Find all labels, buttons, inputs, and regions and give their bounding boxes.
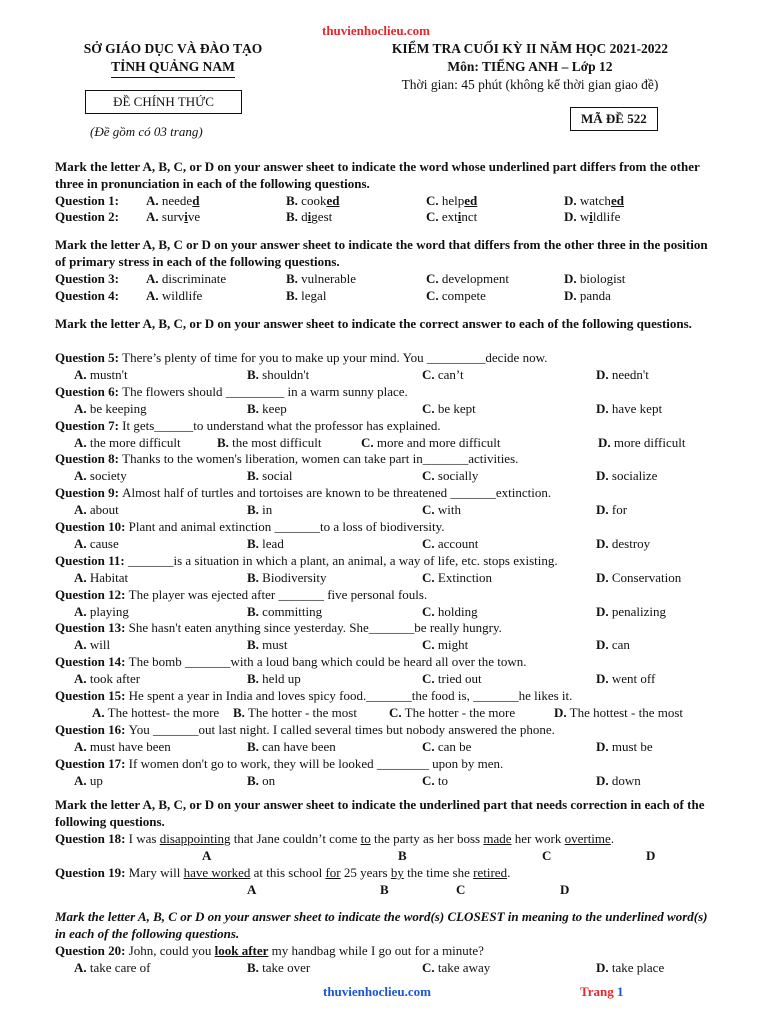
question-7 (55, 418, 750, 435)
question-label: Question 2: (55, 209, 119, 224)
section-instruction-stress: Mark the letter A, B, C or D on your answer sheet to indicate the word that differs from the other three in the position of primary stress in each of the following questions. (55, 237, 708, 269)
question-label: Question 10: (55, 519, 129, 534)
option-a: A. society (74, 468, 127, 484)
site-watermark-bottom: thuvienhoclieu.com (323, 984, 431, 999)
option-b: B. shouldn't (247, 367, 310, 382)
option-c: C. The hotter - the more (389, 705, 516, 720)
option-d: D. destroy (596, 536, 651, 551)
exam-info-block (320, 40, 740, 94)
option-b: B. social (247, 468, 293, 484)
question-text: Plant and animal extinction _______to a loss of biodiversity. (128, 519, 445, 534)
option-a: A. mustn't (74, 367, 128, 382)
option-b: B. Biodiversity (247, 569, 327, 585)
question-text: It gets______to understand what the professor has explained. (122, 417, 441, 433)
exam-title: KIỂM TRA CUỐI KỲ II NĂM HỌC 2021-2022 (391, 41, 669, 56)
question-13 (55, 620, 750, 637)
exam-subject: Môn: TIẾNG ANH – Lớp 12 (447, 59, 613, 74)
option-c: C. can be (422, 738, 472, 754)
question-text: _______is a situation in which a plant, an animal, a way of life, etc. stops existing. (127, 552, 558, 568)
question-text: The player was ejected after _______ five personal fouls. (128, 586, 428, 602)
question-8 (55, 451, 750, 468)
option-c: C. Extinction (422, 569, 493, 585)
question-label: Question 16: (55, 721, 129, 737)
question-text: Almost half of turtles and tortoises are known to be threatened _______extinction. (122, 485, 552, 501)
option-a: A. be keeping (74, 400, 147, 416)
question-label: Question 12: (55, 586, 129, 602)
option-d: D. more difficult (598, 434, 686, 450)
option-a: A. the more difficult (74, 434, 181, 450)
question-3: Question 3: A. discriminate B. vulnerable C. development D. biologist (55, 271, 626, 286)
option-a: A. cause (74, 536, 119, 551)
option-d: D. The hottest - the most (554, 705, 684, 720)
option-a: A. Habitat (74, 569, 129, 585)
option-b: B. lead (247, 536, 284, 551)
option-d: D. must be (596, 738, 653, 754)
question-18: Question 18: I was disappointing that Jane couldn’t come to the party as her boss made her work overtime. (55, 831, 615, 846)
question-text: If women don't go to work, they will be looked ________ upon by men. (128, 755, 504, 771)
option-c: C. socially (422, 468, 479, 484)
option-b: B. The hotter - the most (233, 705, 357, 720)
question-label: Question 14: (55, 654, 129, 670)
question-text: He spent a year in India and loves spicy food._______the food is, _______he likes it. (128, 688, 573, 703)
site-watermark-top: thuvienhoclieu.com (322, 23, 430, 38)
option-b: B. in (247, 502, 273, 518)
question-11 (55, 553, 750, 570)
question-text: You _______out last night. I called several times but nobody answered the phone. (128, 721, 555, 737)
question-5 (55, 350, 750, 367)
exam-code: MÃ ĐỀ 522 (570, 107, 658, 131)
option-a: A. must have been (74, 738, 171, 754)
option-d: D. socialize (596, 468, 658, 484)
option-c: C. might (422, 637, 469, 653)
question-4: Question 4: A. wildlife B. legal C. compete D. panda (55, 288, 611, 303)
option-c: C. tried out (422, 671, 482, 687)
page-number: Trang 1 (580, 984, 624, 999)
question-label: Question 17: (55, 755, 129, 771)
option-c: C. more and more difficult (361, 434, 501, 450)
question-14 (55, 654, 750, 671)
question-text: There’s plenty of time for you to make up your mind. You _________decide now. (122, 350, 548, 365)
option-b: B. must (247, 637, 288, 653)
option-d: D. penalizing (596, 603, 667, 619)
option-a: A. about (74, 502, 119, 518)
question-19: Question 19: Mary will have worked at this school for 25 years by the time she retired. (55, 865, 511, 880)
option-a: A. up (74, 772, 103, 788)
section-instruction-closest-meaning: Mark the letter A, B, C or D on your answer sheet to indicate the word(s) CLOSEST in meaning to the underlined word(s) in each of the following questions. (55, 909, 708, 941)
option-b: B. committing (247, 603, 323, 619)
option-c: C. account (422, 536, 479, 551)
official-label: ĐỀ CHÍNH THỨC (85, 90, 242, 114)
question-16 (55, 722, 750, 739)
question-17 (55, 756, 750, 773)
option-c: C. holding (422, 603, 478, 619)
option-a: A. took after (74, 671, 141, 687)
option-a: A. will (74, 637, 111, 653)
department-name: SỞ GIÁO DỤC VÀ ĐÀO TẠO (83, 41, 263, 56)
question-label: Question 15: (55, 688, 129, 703)
question-label: Question 8: (55, 451, 123, 467)
question-20: Question 20: John, could you look after my handbag while I go out for a minute? (55, 943, 484, 958)
option-c: C. with (422, 502, 462, 518)
question-text: Thanks to the women's liberation, women can take part in_______activities. (122, 451, 519, 467)
option-d: D. down (596, 772, 641, 788)
option-b: B. the most difficult (217, 434, 322, 450)
question-10 (55, 519, 750, 536)
option-d: D. have kept (596, 400, 663, 416)
option-d: D. can (596, 637, 630, 653)
section-instruction-pronunciation: Mark the letter A, B, C, or D on your answer sheet to indicate the word whose underlined part differs from the other three in pronunciation in each of the following questions. (55, 159, 700, 191)
option-b: B. held up (247, 671, 301, 687)
section-instruction-error-correction: Mark the letter A, B, C, or D on your answer sheet to indicate the underlined part that needs correction in each of the following questions. (55, 797, 705, 829)
option-b: B. on (247, 772, 276, 788)
question-1: Question 1: A. needed B. cooked C. helped D. watched (55, 193, 624, 208)
question-label: Question 11: (55, 552, 128, 568)
option-c: C. be kept (422, 400, 476, 416)
exam-time: Thời gian: 45 phút (không kể thời gian giao đề) (401, 77, 659, 92)
option-c: C. to (422, 772, 449, 788)
question-text: The flowers should _________ in a warm sunny place. (122, 383, 408, 399)
section-instruction-correct-answer: Mark the letter A, B, C, or D on your answer sheet to indicate the correct answer to each of the following questions. (55, 316, 692, 331)
question-12 (55, 587, 750, 604)
question-label: Question 9: (55, 485, 123, 501)
question-text: She hasn't eaten anything since yesterday. She_______be really hungry. (128, 620, 502, 636)
question-2: Question 2: A. survive B. digest C. extinct D. wildlife (55, 209, 621, 224)
option-b: B. keep (247, 400, 287, 416)
option-d: D. went off (596, 671, 656, 687)
province-name: TỈNH QUẢNG NAM (111, 58, 235, 78)
question-label: Question 13: (55, 620, 129, 636)
question-text: The bomb _______with a loud bang which could be heard all over the town. (128, 654, 527, 670)
page-count-note: (Đề gồm có 03 trang) (90, 124, 203, 139)
question-label: Question 7: (55, 417, 123, 433)
question-15 (55, 688, 750, 705)
question-label: Question 6: (55, 383, 123, 399)
option-d: D. for (596, 502, 628, 518)
option-d: D. needn't (596, 367, 649, 382)
option-d: D. Conservation (596, 569, 682, 585)
option-c: C. can’t (422, 367, 464, 382)
question-6 (55, 384, 750, 401)
question-9 (55, 485, 750, 502)
option-a: A. The hottest- the more (92, 705, 220, 720)
question-label: Question 5: (55, 350, 123, 365)
option-a: A. playing (74, 603, 129, 619)
option-b: B. can have been (247, 738, 336, 754)
department-block (48, 40, 298, 78)
question-label: Question 1: (55, 193, 119, 208)
